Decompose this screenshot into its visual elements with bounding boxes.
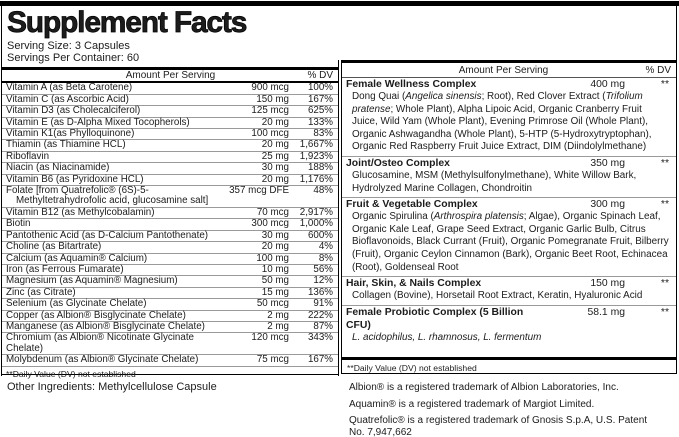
nutrient-amount: 900 mcg [251,83,289,94]
nutrient-amount: 120 mcg [251,332,289,344]
left-table-body [2,83,338,366]
trademark-note-albion: Albion® is a registered trademark of Albion Laboratories, Inc. [349,382,619,393]
nutrient-dv: 222% [307,309,333,321]
serving-size: Serving Size: 3 Capsules [7,40,130,52]
trademark-note-aquamin: Aquamin® is a registered trademark of Margiot Limited. [349,398,595,410]
complex-ingredients: Collagen (Bovine), Horsetail Root Extract, Keratin, Hyaluronic Acid [352,290,643,302]
right-border-line [676,6,677,60]
nutrient-dv: 48% [313,185,333,197]
nutrient-name: Vitamin K1(as Phylloquinone) [6,128,135,140]
nutrient-amount: 357 mcg DFE [229,185,289,197]
nutrient-amount: 50 mcg [256,298,289,310]
nutrient-name: Zinc (as Citrate) [6,286,76,298]
percent-dv-header: % DV [307,70,333,82]
complex-amount: 58.1 mg [587,306,625,318]
complex-name: Female Probiotic Complex (5 Billion CFU) [346,306,524,331]
complex-name: Female Wellness Complex [346,79,477,90]
nutrient-amount: 30 mg [261,229,289,241]
complex-section [342,306,676,347]
servings-per-container: Servings Per Container: 60 [7,52,140,65]
nutrient-name: Vitamin E (as D-Alpha Mixed Tocopherols) [6,116,190,128]
nutrient-amount: 100 mcg [251,128,289,140]
nutrient-amount: 2 mg [267,320,289,332]
nutrient-dv: 83% [313,128,333,140]
complex-ingredients: L. acidophilus, L. rhamnosus, L. fermentum [352,331,542,343]
nutrient-dv: 1,000% [299,218,333,230]
complex-name: Hair, Skin, & Nails Complex [346,278,482,290]
nutrient-name: Thiamin (as Thiamine HCL) [6,139,126,151]
nutrient-name: Choline (as Bitartrate) [6,241,102,253]
left-dv-footnote: **Daily Value (DV) not established [6,368,136,379]
nutrient-name: Vitamin B6 (as Pyridoxine HCL) [6,173,144,185]
nutrient-dv: 2,917% [299,206,333,218]
nutrient-dv: 87% [313,320,333,332]
complexes-panel [341,60,677,374]
complex-section [342,277,676,306]
complex-amount: 150 mg [590,278,625,290]
nutrient-dv: 167% [307,93,333,105]
nutrient-amount: 2 mg [267,309,289,321]
complex-amount: 300 mg [590,199,625,211]
nutrient-amount: 70 mcg [256,206,289,218]
nutrient-name: Chromium (as Albion® Nicotinate Glycinate Chelate) [6,332,194,354]
nutrient-name: Vitamin D3 (as Cholecalciferol) [6,105,141,117]
left-table-header [2,67,338,83]
complex-amount: 400 mg [590,79,625,90]
complex-dv: ** [660,157,669,169]
nutrient-name: Manganese (as Albion® Bisglycinate Chelate) [6,320,205,332]
nutrient-name: Vitamin C (as Ascorbic Acid) [6,93,129,105]
complex-section [342,78,676,157]
nutrient-name: Copper (as Albion® Bisglycinate Chelate) [6,309,186,321]
nutrient-dv: 133% [307,116,333,128]
nutrient-dv: 100% [307,83,333,94]
nutrient-amount: 20 mg [261,116,289,128]
nutrient-amount: 30 mg [261,162,289,174]
complex-amount: 350 mg [590,157,625,169]
nutrient-amount: 100 mg [256,252,289,264]
nutrient-name: Molybdenum (as Albion® Glycinate Chelate) [6,354,199,366]
nutrient-amount: 25 mg [261,150,289,162]
nutrients-panel [2,6,338,379]
nutrient-name: Biotin [6,218,31,230]
center-divider-line [338,60,339,376]
complex-dv: ** [660,79,669,90]
nutrient-dv: 1,667% [299,139,333,151]
complex-dv: ** [660,278,669,290]
nutrient-amount: 150 mg [256,93,289,105]
supplement-facts-title: Supplement Facts [7,6,247,39]
nutrient-dv: 600% [307,229,333,241]
complex-name: Joint/Osteo Complex [346,157,450,169]
nutrient-dv: 8% [318,252,333,264]
nutrient-name: Riboflavin [6,150,50,162]
nutrient-dv: 56% [313,263,333,275]
table-row [2,186,338,208]
table-row [2,333,338,355]
nutrient-name: Selenium (as Glycinate Chelate) [6,298,147,310]
complex-section [342,157,676,198]
nutrient-dv: 91% [313,298,333,310]
nutrient-name: Calcium (as Aquamin® Calcium) [6,252,148,264]
right-dv-footnote: **Daily Value (DV) not established [347,363,477,373]
nutrient-dv: 167% [307,354,333,366]
nutrient-amount: 300 mcg [251,218,289,230]
amount-per-serving-header: Amount Per Serving [125,70,216,82]
complex-ingredients: Organic Spirulina (Arthrospira platensis; Algae), Organic Spinach Leaf, Organic Kale Leaf, Grape Seed Extract, Organic Garlic Bulb, Citrus Bioflavonoids, Black Currant (Fruit), Organic Pomegranate Fruit, Bilberry (Fruit), Organic Ceylon Cinnamon (Bark), Organic Beet Root, Echinacea (Root), Goldenseal Root [352,211,669,273]
nutrient-dv: 625% [307,105,333,117]
right-table-header [342,63,676,78]
trademark-note-quatrefolic: Quatrefolic® is a registered trademark of Gnosis S.p.A, U.S. Patent No. 7,947,662 [349,415,648,437]
complex-ingredients: Dong Quai (Angelica sinensis; Root), Red Clover Extract (Trifolium pratense; Whole Plant), Alpha Lipoic Acid, Organic Cranberry Fruit Juice, Wild Yam (Whole Plant), Evening Primrose Oil (Whole Plant), Organic Ashwagandha (Whole Plant), 5-HTP (5-Hydroxytryptophan), Organic Red Raspberry Fruit Juice Extract, DIM (Diindolylmethane) [352,91,652,153]
percent-dv-header: % DV [645,64,671,76]
nutrient-dv: 12% [313,275,333,287]
nutrient-name: Magnesium (as Aquamin® Magnesium) [6,275,178,287]
nutrient-amount: 10 mg [261,263,289,275]
nutrient-amount: 75 mcg [256,354,289,366]
nutrient-dv: 4% [318,241,333,253]
nutrient-amount: 20 mg [261,139,289,151]
nutrient-dv: 1,923% [299,150,333,162]
complex-ingredients: Glucosamine, MSM (Methylsulfonylmethane), White Willow Bark, Hydrolyzed Marine Collagen, Chondroitin [352,169,637,194]
nutrient-dv: 343% [307,332,333,344]
nutrient-amount: 20 mg [261,241,289,253]
nutrient-name: Iron (as Ferrous Fumarate) [6,263,124,275]
right-table-body [342,78,676,357]
nutrient-name: Pantothenic Acid (as D-Calcium Pantothenate) [6,229,209,241]
nutrient-dv: 136% [307,286,333,298]
nutrient-name: Folate [from Quatrefolic® (6S)-5- Methyltetrahydrofolic acid, glucosamine salt] [6,185,209,207]
amount-per-serving-header: Amount Per Serving [458,64,549,76]
nutrient-name: Vitamin A (as Beta Carotene) [6,83,133,94]
nutrient-dv: 1,176% [299,173,333,185]
nutrient-name: Niacin (as Niacinamide) [6,162,110,174]
complex-dv: ** [660,199,669,211]
complex-dv: ** [660,306,669,318]
trademark-notes [349,382,657,437]
nutrient-amount: 20 mg [261,173,289,185]
complex-name: Fruit & Vegetable Complex [346,199,478,211]
complex-section [342,198,676,277]
nutrient-name: Vitamin B12 (as Methylcobalamin) [6,206,155,218]
nutrient-amount: 125 mcg [251,105,289,117]
nutrient-dv: 188% [307,162,333,174]
other-ingredients-text: Other Ingredients: Methylcellulose Capsule [7,381,217,393]
nutrient-amount: 15 mg [261,286,289,298]
nutrient-amount: 50 mg [261,275,289,287]
